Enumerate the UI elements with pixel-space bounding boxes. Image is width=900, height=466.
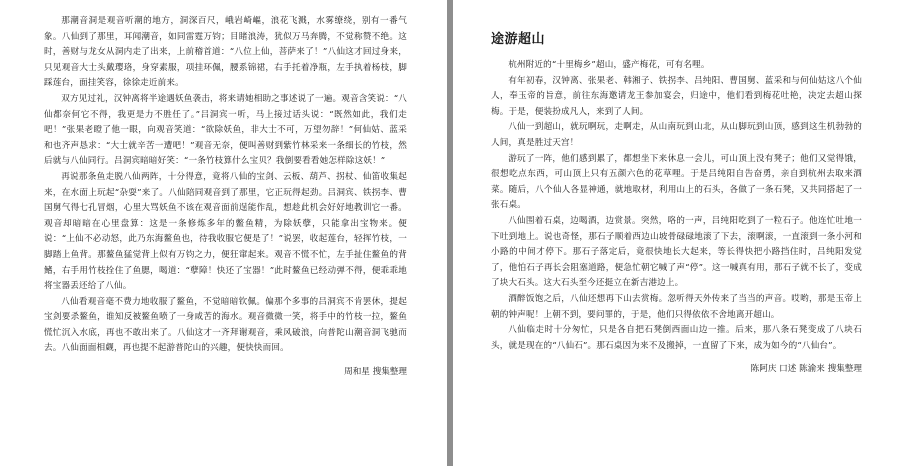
right-paragraph-7: 八仙临走时十分匆忙，只是各自把石凳倒西面山边一推。后来，那八条石凳变成了八块石头，就是现在的“八仙石”。那石桌因为来不及搬掉，一直留了下来，成为如今的“八仙台”。 [491,325,862,351]
right-paragraph-2: 有年初春，汉钟离、张果老、韩湘子、铁拐李、吕纯阳、曹国舅、蓝采和与何仙姑这八个仙人，奉玉帝的旨意，前往东海邀请龙王参加宴会，归途中，他们看到梅花吐艳，决定去超山探梅。于是，便装扮成凡人，来到了人间。 [491,75,862,117]
right-paragraph-3: 八仙一到超山，就玩啊玩，走啊走，从山南玩到山北，从山脚玩到山顶，感到这生机勃勃的人间，真是胜过天宫！ [491,122,862,148]
right-paragraph-4: 游玩了一阵，他们感到累了，都想坐下来休息一会儿，可山顶上没有凳子；他们又觉得饿，很想吃点东西，可山顶上只有五颜六色的花草哩。于是吕纯阳自告奋勇，亲自到杭州去取来酒菜。随后，八个仙人各显神通，就地取材，利用山上的石头，各做了一条石凳，又共同搭起了一张石桌。 [491,153,862,211]
right-signature: 陈阿庆 口述 陈渝来 搜集整理 [750,364,862,375]
right-page [453,0,900,466]
right-paragraph-5: 八仙围着石桌，边喝酒，边赏景。突然，咯的一声，吕纯阳吃到了一粒石子。他连忙吐地一下吐到地上。说也奇怪，那石子顺着西边山坡骨碌碌地滚了下去，滚啊滚，一直滚到一条小河和小路的中间才停下。那石子落定后，竟很快地长大起来，等长得快把小路挡住时，吕纯阳发觉了，他怕石子再长会阻塞道路，便急忙朝它喊了声“停”。这一喊真有用，那石子就不长了，变成了块大石头。这大石头至今还挺立在新吉港边上。 [491,215,862,289]
left-signature: 周和星 搜集整理 [344,367,407,378]
left-paragraph-3: 再说那条鱼走脱八仙两阵，十分得意，竟将八仙的宝剑、云板、葫芦、拐杖、仙笛收集起来，在水面上玩起“杂耍”来了。八仙陪同观音到了那里，它正玩得起劲。吕洞宾、铁拐李、曹国舅气得七孔冒烟，心里大骂妖鱼不该在观音面前逞能作乱，想趁此机会好好地教训它一番。观音却暗暗在心里盘算：这是一条修炼多年的鳖鱼精，为除妖孽，只能拿出宝物来。便说：“上仙不必动怒，此乃东海鳌鱼也，待我收服它便是了！”说罢，收起莲台，轻挥竹枝，一脚踏上鱼背。那鳌鱼猛觉背上似有万钧之力，便狂窜起来。观音不慌不忙，左手扯住鳌鱼的背鳍，右手用竹枝拴住了鱼腮，喝道：“孽障！快还了宝器！”此时鳌鱼已经动弹不得，便乖乖地将宝器丢还给了八仙。 [44,171,407,292]
right-paragraph-6: 酒醉饭饱之后，八仙还想再下山去赏梅。忽听得天外传来了当当的声音。哎哟，那是玉帝上朝的钟声呢！上朝不到，要问罪的，于是，他们只得依依不舍地离开超山。 [491,293,862,320]
left-paragraph-2: 双方见过礼，汉钟离将半途遇妖鱼袭击，将来请她相助之事述说了一遍。观音含笑说：“八仙都奈何它不得，我更是力不胜任了。”吕洞宾一听，马上接过话头说：“既然如此，我们走吧！”张果老瞪了他一眼，向观音笑道：“欲除妖鱼，非大士不可，万望勿辞！”何仙姑、蓝采和也齐声恳求：“大士就辛苦一遭吧！”观音无奈，便叫善财到紫竹林采来一条细长的竹枝，然后就与八仙同行。吕洞宾暗暗好笑：“一条竹枝算什么宝贝？我倒要看看她怎样除这妖！” [44,93,407,167]
left-paragraph-4: 八仙看观音毫不费力地收服了鳌鱼，不觉暗暗钦佩。偏那个多事的吕洞宾不肯罢休，提起宝剑要杀鳌鱼，谁知反被鳌鱼喷了一身咸苦的海水。观音微微一笑，将手中的竹枝一拉，鳌鱼慌忙沉入水底，再也不敢出来了。八仙这才一齐拜谢观音，乘风破浪，向普陀山潮音洞飞驰而去。八仙面面相觑，再也提不起游普陀山的兴趣，便快快而回。 [44,296,407,354]
left-page [0,0,447,466]
left-paragraph-1: 那潮音洞是观音听潮的地方，洞深百尺，峨岩崎嶇，浪花飞溅，水雾缭绕，别有一番气象。八仙到了那里，耳闻潮音，如同雷霆万钧；目睹浪涛，犹似万马奔腾，不觉称赞不绝。这时，善财与龙女从洞内走了出来，上前稽首道：“八位上仙，菩萨来了！”八仙这才回过身来，只见观音大士头戴璎珞，身穿素服，项挂环佩，腰系锦裙，右手托着净瓶，左手执着杨枝，脚踩莲台，面挂笑容，徐徐走近前来。 [44,16,407,89]
article-title: 途游超山 [491,32,546,47]
right-paragraph-1: 杭州附近的“十里梅乡”超山，盛产梅花，可有名哩。 [508,60,710,70]
